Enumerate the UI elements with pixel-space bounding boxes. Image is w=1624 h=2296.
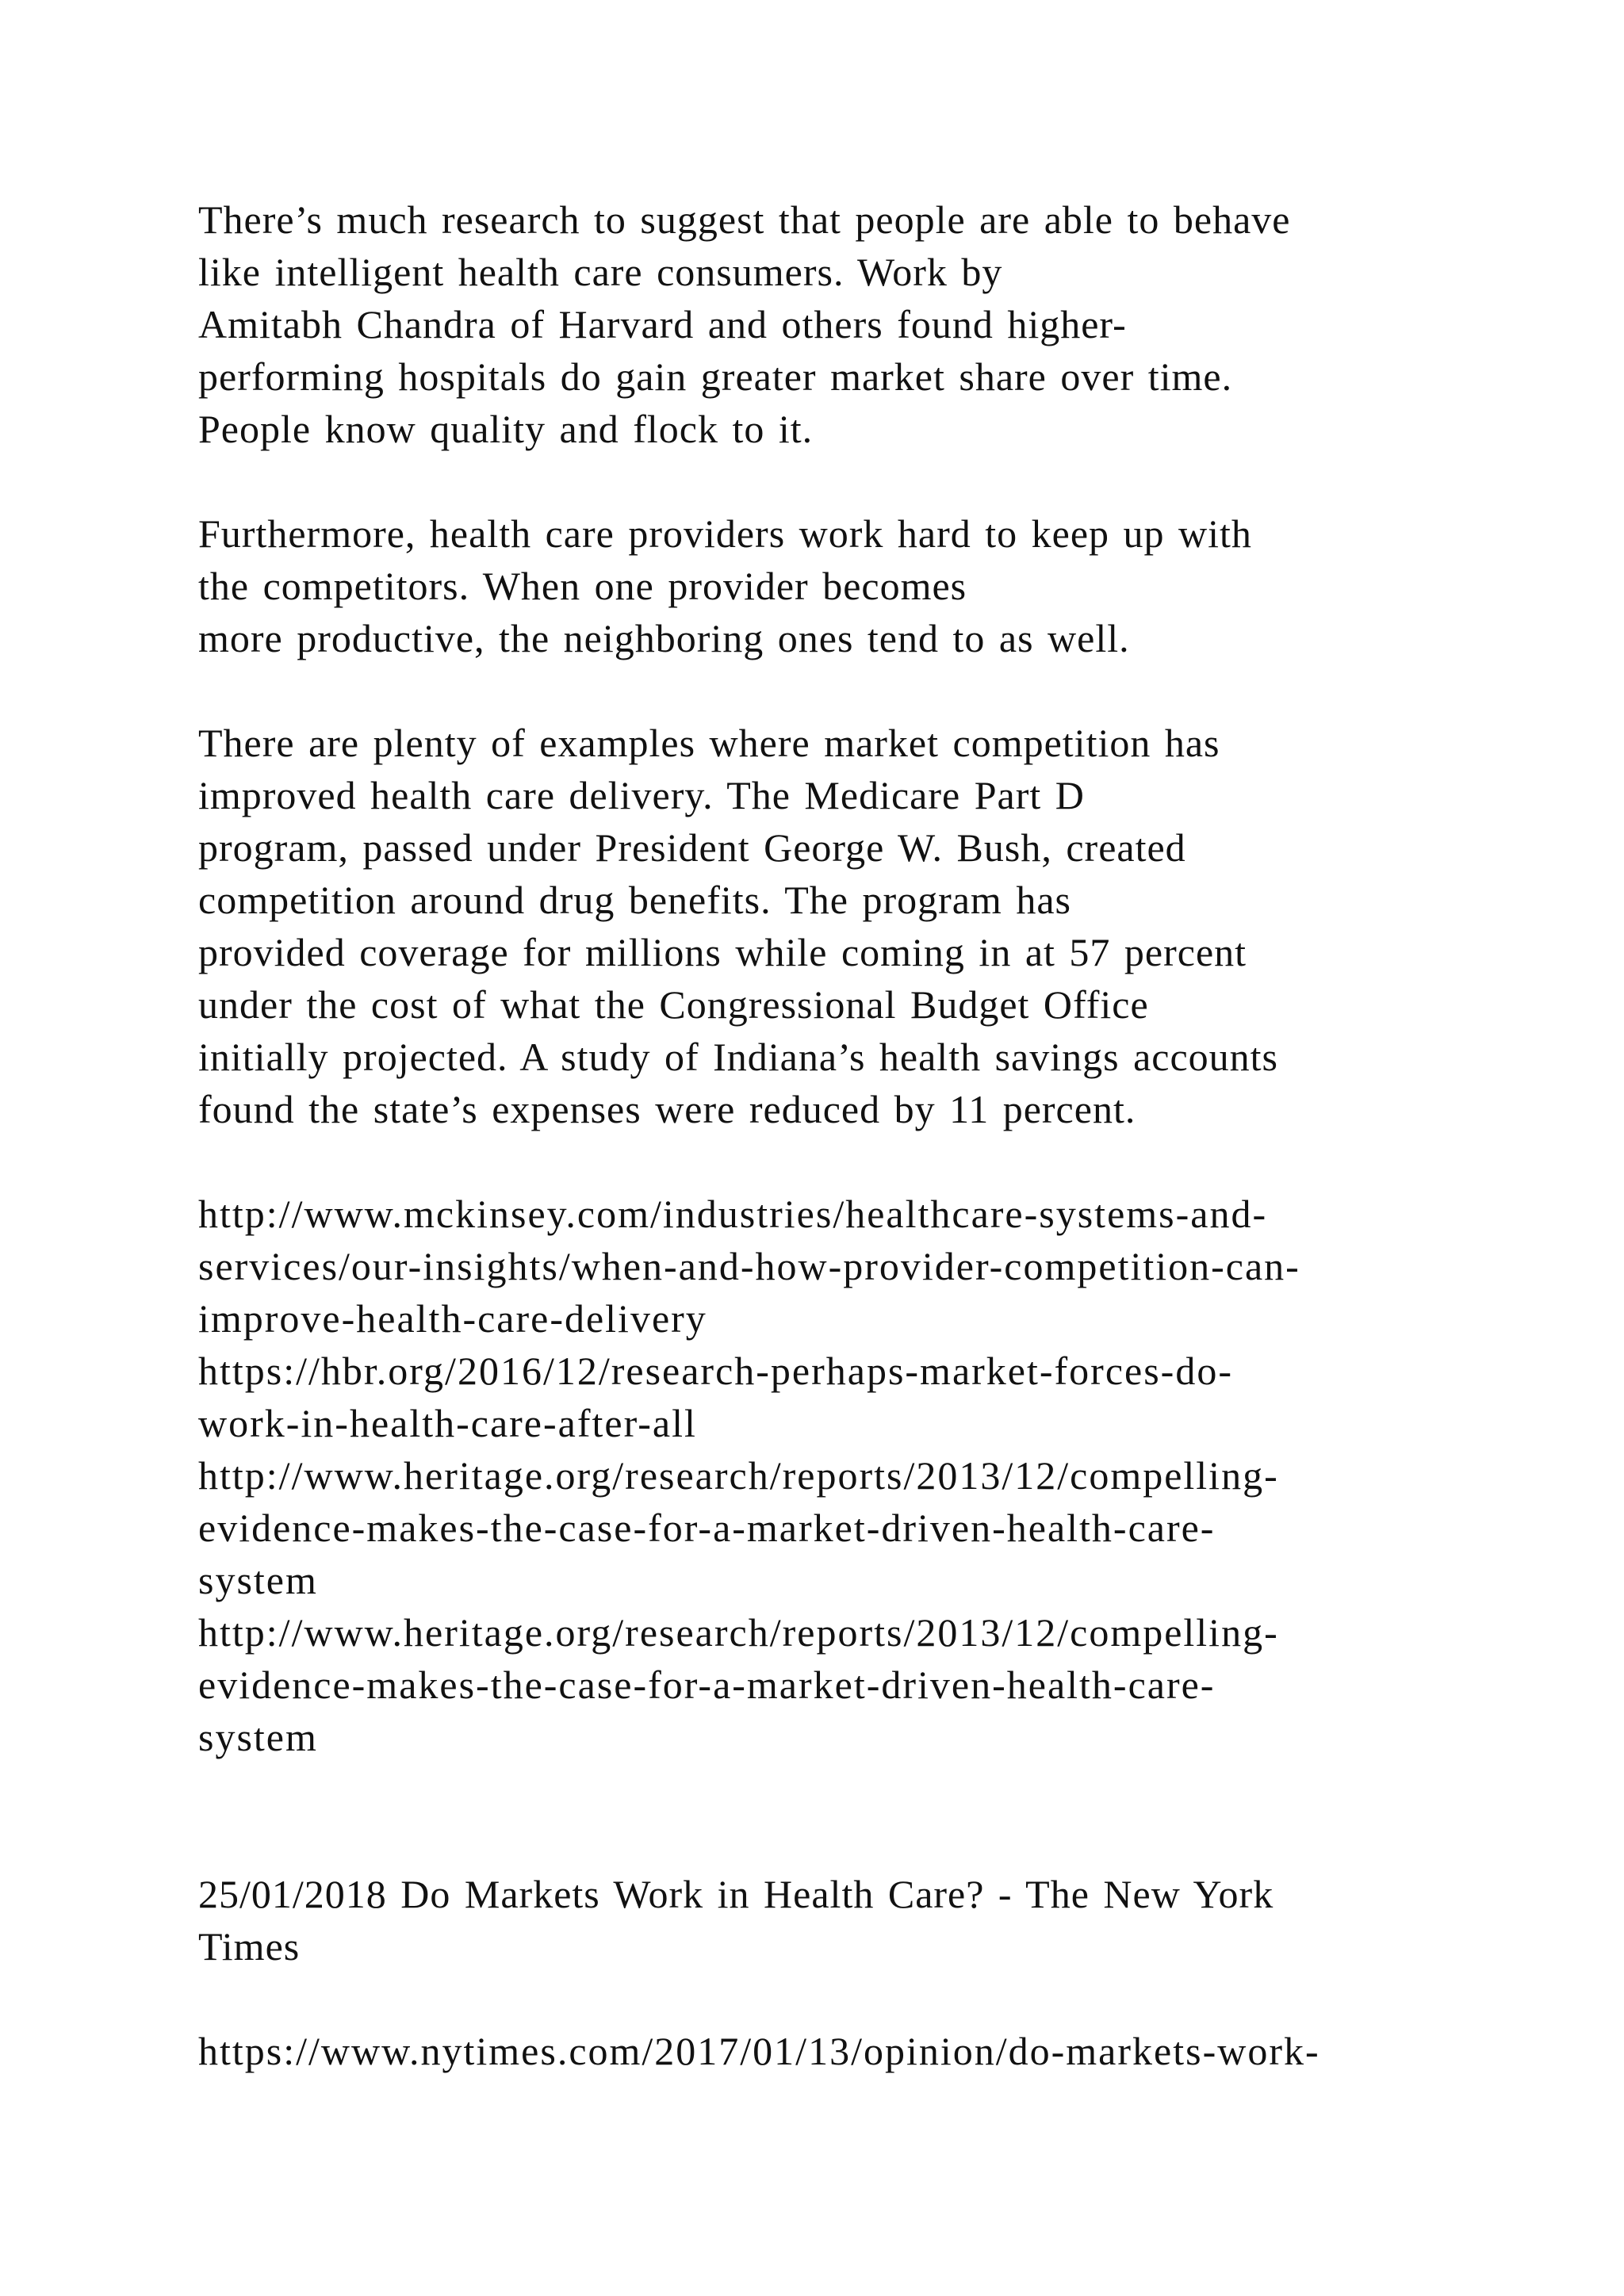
- reference-url-line: services/our-insights/when-and-how-provider-competition-can-: [198, 1244, 1300, 1288]
- article-header-line: Times: [198, 1924, 301, 1969]
- reference-url-line: evidence-makes-the-case-for-a-market-driven-health-care-: [198, 1663, 1216, 1707]
- text-line: Furthermore, health care providers work hard to keep up with: [198, 511, 1252, 556]
- reference-url-line: evidence-makes-the-case-for-a-market-driven-health-care-: [198, 1506, 1216, 1550]
- text-line: There are plenty of examples where market competition has: [198, 721, 1220, 765]
- text-line: People know quality and flock to it.: [198, 407, 814, 451]
- text-line: provided coverage for millions while coming in at 57 percent: [198, 930, 1247, 974]
- paragraph-examples: [198, 717, 1435, 1135]
- reference-url-line: system: [198, 1558, 318, 1602]
- paragraph-providers: [198, 507, 1435, 664]
- reference-url-line: work-in-health-care-after-all: [198, 1401, 697, 1445]
- text-line: competition around drug benefits. The program has: [198, 878, 1071, 922]
- text-line: performing hospitals do gain greater market share over time.: [198, 354, 1233, 399]
- source-url: [198, 2025, 1435, 2077]
- reference-url-line: http://www.mckinsey.com/industries/healthcare-systems-and-: [198, 1192, 1268, 1236]
- reference-url-line: https://hbr.org/2016/12/research-perhaps-market-forces-do-: [198, 1349, 1233, 1393]
- text-line: under the cost of what the Congressional Budget Office: [198, 982, 1149, 1027]
- text-line: the competitors. When one provider becomes: [198, 564, 967, 608]
- text-line: initially projected. A study of Indiana’s health savings accounts: [198, 1035, 1279, 1079]
- text-line: like intelligent health care consumers. Work by: [198, 250, 1003, 294]
- reference-url-line: improve-health-care-delivery: [198, 1296, 707, 1341]
- reference-url-line: system: [198, 1715, 318, 1759]
- reference-list: [198, 1188, 1435, 1763]
- text-line: found the state’s expenses were reduced by 11 percent.: [198, 1087, 1136, 1131]
- reference-url-line: http://www.heritage.org/research/reports/2013/12/compelling-: [198, 1610, 1279, 1655]
- text-line: program, passed under President George W. Bush, created: [198, 825, 1186, 870]
- text-line: There’s much research to suggest that people are able to behave: [198, 197, 1291, 242]
- source-url-line: https://www.nytimes.com/2017/01/13/opinion/do-markets-work-: [198, 2029, 1320, 2073]
- article-header-line: 25/01/2018 Do Markets Work in Health Care? - The New York: [198, 1872, 1274, 1916]
- paragraph-consumers: [198, 193, 1435, 455]
- reference-url-line: http://www.heritage.org/research/reports/2013/12/compelling-: [198, 1453, 1279, 1498]
- text-line: Amitabh Chandra of Harvard and others found higher-: [198, 302, 1127, 346]
- text-line: improved health care delivery. The Medicare Part D: [198, 773, 1085, 817]
- article-header: [198, 1868, 1435, 1973]
- text-line: more productive, the neighboring ones tend to as well.: [198, 616, 1130, 660]
- document-page: [198, 193, 1435, 2077]
